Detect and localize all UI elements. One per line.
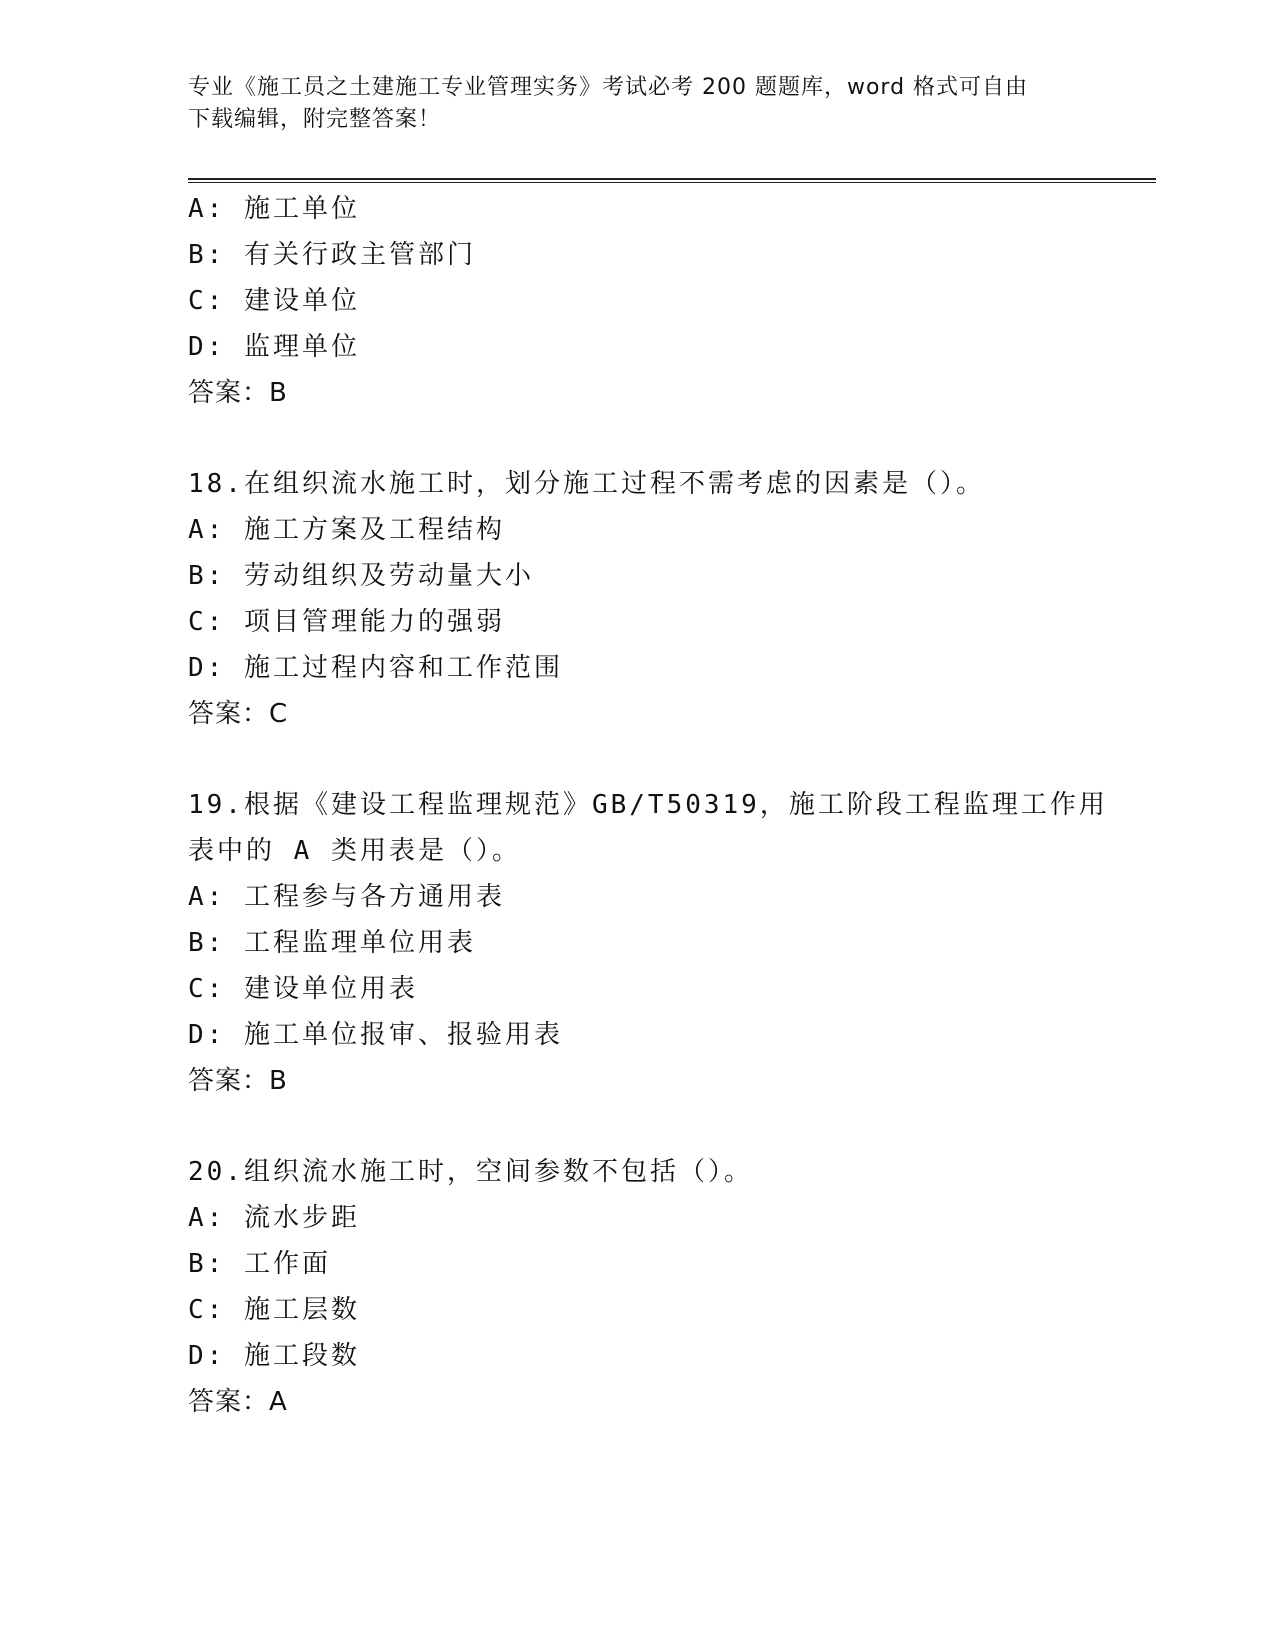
spacer [188,737,1156,782]
question-stem: 18.在组织流水施工时，划分施工过程不需考虑的因素是（）。 [188,469,985,499]
question-stem-line-1: 19.根据《建设工程监理规范》GB/T50319，施工阶段工程监理工作用 [188,790,1108,820]
question-stem: 20.组织流水施工时，空间参数不包括（）。 [188,1157,753,1187]
option-b: B: 工程监理单位用表 [188,928,476,958]
option-c: C: 建设单位用表 [188,974,418,1004]
question-stem-line-2: 表中的 A 类用表是（）。 [188,836,521,866]
question-list [188,186,1156,1425]
option-d: D: 施工段数 [188,1341,360,1371]
option-c: C: 项目管理能力的强弱 [188,607,505,637]
answer: 答案：C [188,699,289,729]
question-19 [188,782,1156,1104]
option-a: A: 流水步距 [188,1203,360,1233]
option-c: C: 建设单位 [188,286,360,316]
question-18 [188,461,1156,737]
header-divider [188,178,1156,183]
answer: 答案：B [188,1066,288,1096]
option-a: A: 施工方案及工程结构 [188,515,505,545]
option-d: D: 施工过程内容和工作范围 [188,653,563,683]
answer: 答案：A [188,1387,288,1417]
option-a: A: 施工单位 [188,194,360,224]
option-b: B: 工作面 [188,1249,331,1279]
option-a: A: 工程参与各方通用表 [188,882,505,912]
header-line-2: 下载编辑，附完整答案！ [188,107,442,132]
option-c: C: 施工层数 [188,1295,360,1325]
header-line-1: 专业《施工员之土建施工专业管理实务》考试必考 200 题题库，word 格式可自由 [188,75,1029,100]
question-20 [188,1149,1156,1425]
question-17 [188,186,1156,416]
option-b: B: 有关行政主管部门 [188,240,476,270]
document-header [188,72,1088,136]
option-d: D: 监理单位 [188,332,360,362]
option-b: B: 劳动组织及劳动量大小 [188,561,534,591]
option-d: D: 施工单位报审、报验用表 [188,1020,563,1050]
spacer [188,1104,1156,1149]
answer: 答案：B [188,378,288,408]
spacer [188,416,1156,461]
